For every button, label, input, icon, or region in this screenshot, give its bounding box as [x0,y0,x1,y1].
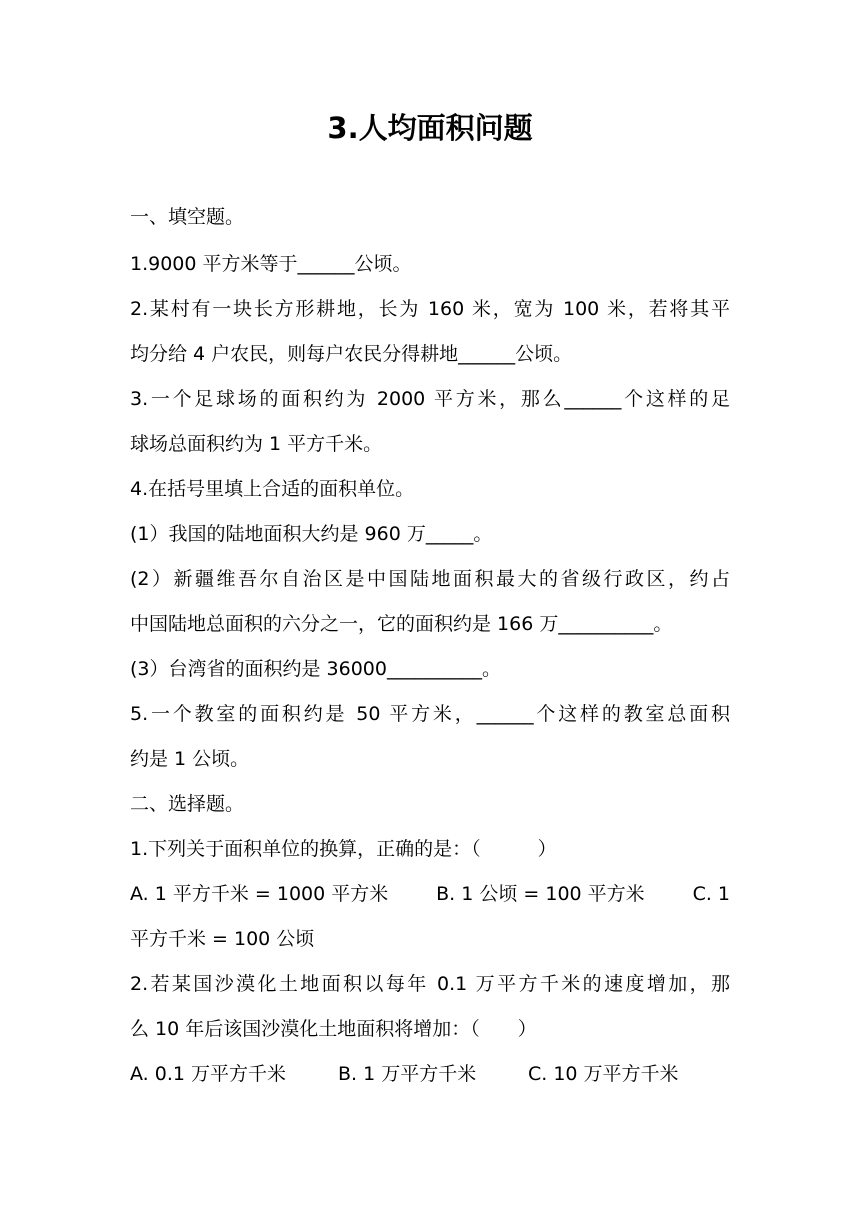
page-title: 3.人均面积问题 [327,111,533,145]
section2-heading: 二、选择题。 [130,793,245,815]
fill-question-4-3: (3）台湾省的面积约是 36000__________。 [130,658,501,680]
fill-question-3-line1: 3.一个足球场的面积约为 2000 平方米，那么______个这样的足 [130,388,730,410]
choice-question-1-options [130,879,730,909]
choice-1-option-b: B. 1 公顷 = 100 平方米 [436,883,645,905]
fill-question-5-line1: 5.一个教室的面积约是 50 平方米，______个这样的教室总面积 [130,703,730,725]
choice-1-option-a: A. 1 平方千米 = 1000 平方米 [130,883,389,905]
choice-question-2-options [130,1059,730,1089]
choice-question-1: 1.下列关于面积单位的换算，正确的是：（ ） [130,838,557,860]
fill-question-2-line1: 2.某村有一块长方形耕地，长为 160 米，宽为 100 米，若将其平 [130,298,730,320]
fill-question-4-2-line2: 中国陆地总面积的六分之一，它的面积约是 166 万__________。 [130,613,673,635]
fill-question-1: 1.9000 平方米等于______公顷。 [130,253,412,275]
choice-1-option-c-part2: 平方千米 = 100 公顷 [130,928,315,950]
fill-question-4: 4.在括号里填上合适的面积单位。 [130,478,415,500]
choice-question-2-line1: 2.若某国沙漠化土地面积以每年 0.1 万平方千米的速度增加，那 [130,973,730,995]
fill-question-2-line2: 均分给 4 户农民，则每户农民分得耕地______公顷。 [130,343,573,365]
choice-1-option-c-part1: C. 1 [692,883,730,905]
choice-2-option-a: A. 0.1 万平方千米 [130,1063,286,1085]
fill-question-4-2-line1: (2）新疆维吾尔自治区是中国陆地面积最大的省级行政区，约占 [130,568,730,590]
choice-2-option-c: C. 10 万平方千米 [528,1063,679,1085]
fill-question-5-line2: 约是 1 公顷。 [130,748,250,770]
section1-heading: 一、填空题。 [130,206,245,228]
choice-2-option-b: B. 1 万平方千米 [338,1063,477,1085]
fill-question-4-1: (1）我国的陆地面积大约是 960 万_____。 [130,523,493,545]
choice-question-2-line2: 么 10 年后该国沙漠化土地面积将增加：（ ） [130,1018,537,1040]
fill-question-3-line2: 球场总面积约为 1 平方千米。 [130,433,383,455]
